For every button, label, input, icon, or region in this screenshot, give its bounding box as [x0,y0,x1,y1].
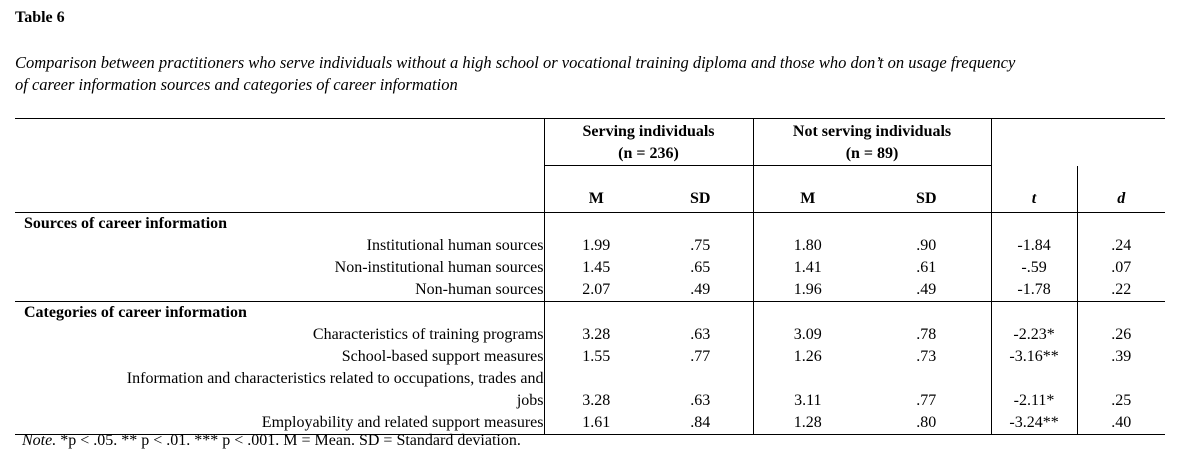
cell-m1: 1.61 [544,412,648,435]
cell-sd2: .73 [916,348,937,365]
cell-sd2: .61 [916,259,937,276]
group-header-row [15,119,1165,166]
section-title: Categories of career information [24,304,247,321]
cell-d: .40 [1077,412,1165,435]
cell-sd2: .77 [916,392,937,409]
header-sd2: SD [862,166,991,213]
cell-t: -.59 [991,257,1077,279]
cell-sd1: .77 [690,348,711,365]
cell-d: .24 [1077,235,1165,257]
cell-t: -1.78 [991,279,1077,302]
table-row [15,235,1165,257]
cell-d: .25 [1077,368,1165,412]
header-m1: M [544,166,648,213]
header-not-serving-title: Not serving individuals [792,123,952,140]
cell-sd1: .63 [690,326,711,343]
comparison-table [15,118,1165,435]
cell-sd2: .80 [862,412,991,435]
table-row [15,346,1165,368]
cell-m2: 1.28 [753,412,862,435]
cell-m1: 1.45 [544,257,648,279]
cell-t: -3.16** [991,346,1077,368]
row-label-line-1: Information and characteristics related to occupations, trades and [126,370,544,387]
row-label [15,368,544,412]
cell-m1: 3.28 [544,324,648,346]
cell-m2: 3.11 [753,368,862,412]
row-label: Employability and related support measures [15,412,544,435]
section-title-row [15,213,1165,236]
cell-d: .22 [1077,279,1165,302]
cell-m2: 1.80 [753,235,862,257]
header-not-serving-group [753,119,991,166]
table-row [15,257,1165,279]
header-not-serving-n: (n = 89) [845,145,899,162]
cell-d: .26 [1077,324,1165,346]
sub-header-blank [15,166,544,213]
note-label: Note. [22,432,57,449]
table-label: Table 6 [15,9,65,26]
cell-m1: 2.07 [544,279,648,302]
table-row [15,324,1165,346]
header-d: d [1077,166,1165,213]
section-title-row [15,302,1165,325]
cell-m2: 3.09 [753,324,862,346]
cell-m2: 1.41 [753,257,862,279]
cell-sd1: .49 [648,279,753,302]
cell-m1: 1.99 [544,235,648,257]
header-m2: M [753,166,862,213]
cell-m1: 1.55 [544,346,648,368]
section-title: Sources of career information [24,215,228,232]
table-row [15,279,1165,302]
cell-m2: 1.26 [753,346,862,368]
cell-sd2: .90 [916,237,937,254]
caption-line-1: Comparison between practitioners who serve individuals without a high school or vocational training diploma and those who don’t on usage frequency [15,53,1016,72]
row-label: School-based support measures [341,348,544,365]
cell-sd1: .65 [690,259,711,276]
table-caption [15,52,1175,96]
cell-m1: 3.28 [544,368,648,412]
cell-sd1: .84 [648,412,753,435]
cell-t: -2.23* [991,324,1077,346]
row-label: Institutional human sources [366,237,544,254]
row-label: Characteristics of training programs [312,326,544,343]
header-stats-group [991,119,1165,166]
sub-header-row [15,166,1165,213]
cell-t: -3.24** [991,412,1077,435]
table-note [22,432,521,450]
cell-sd2: .49 [862,279,991,302]
cell-sd2: .78 [916,326,937,343]
row-label-line-2: jobs [516,392,544,409]
header-t: t [991,166,1077,213]
row-label: Non-human sources [15,279,544,302]
header-sd1: SD [648,166,753,213]
cell-t: -1.84 [991,235,1077,257]
cell-t: -2.11* [991,368,1077,412]
header-serving-title: Serving individuals [582,123,715,140]
note-text: *p < .05. ** p < .01. *** p < .001. M = Mean. SD = Standard deviation. [56,432,521,449]
header-blank [15,119,544,166]
header-serving-group [544,119,753,166]
table-row [15,368,1165,412]
cell-m2: 1.96 [753,279,862,302]
cell-d: .39 [1077,346,1165,368]
cell-sd1: .63 [690,392,711,409]
header-serving-n: (n = 236) [618,145,679,162]
cell-sd1: .75 [690,237,711,254]
cell-d: .07 [1077,257,1165,279]
row-label: Non-institutional human sources [334,259,544,276]
caption-line-2: of career information sources and categories of career information [15,75,458,94]
